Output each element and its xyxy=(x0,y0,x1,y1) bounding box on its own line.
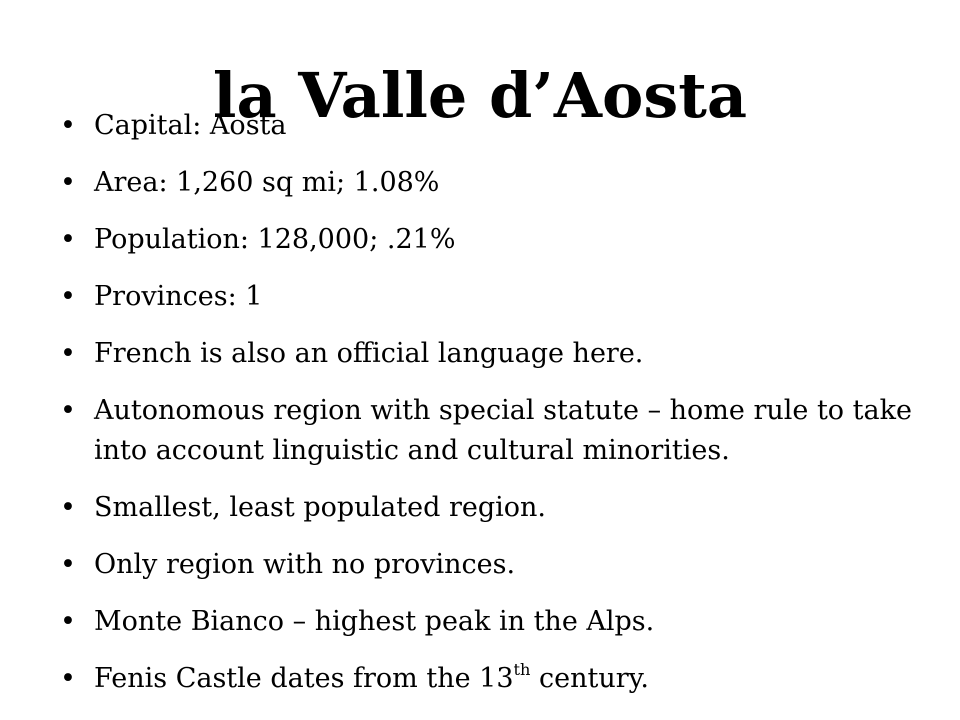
bullet-text-before: Fenis Castle dates from the 13 xyxy=(94,663,514,694)
bullet-marker: • xyxy=(60,663,76,694)
bullet-text: Autonomous region with special statute – home rule to take into account linguistic and cultural minorities. xyxy=(94,395,912,466)
bullet-item-population xyxy=(0,220,960,260)
bullet-item-autonomous xyxy=(0,391,960,471)
bullet-marker: • xyxy=(60,492,76,523)
bullet-item-no-provinces xyxy=(0,545,960,585)
bullet-marker: • xyxy=(60,549,76,580)
bullet-item-language xyxy=(0,334,960,374)
bullet-marker: • xyxy=(60,224,76,255)
bullet-marker: • xyxy=(60,395,76,426)
bullet-item-monte-bianco xyxy=(0,602,960,642)
bullet-marker: • xyxy=(60,281,76,312)
bullet-text: Provinces: 1 xyxy=(94,281,263,312)
bullet-text-after: century. xyxy=(530,663,649,694)
bullet-text: Capital: Aosta xyxy=(94,110,287,141)
bullet-text: French is also an official language here. xyxy=(94,338,644,369)
bullet-text: Smallest, least populated region. xyxy=(94,492,546,523)
bullet-item-fenis-castle xyxy=(0,659,960,699)
bullet-text: Population: 128,000; .21% xyxy=(94,224,456,255)
bullet-item-capital xyxy=(0,106,960,146)
bullet-text: Area: 1,260 sq mi; 1.08% xyxy=(94,167,440,198)
bullet-item-area xyxy=(0,163,960,203)
bullet-text xyxy=(94,659,649,694)
bullet-list xyxy=(0,106,960,716)
bullet-text: Only region with no provinces. xyxy=(94,549,516,580)
bullet-marker: • xyxy=(60,110,76,141)
bullet-item-provinces xyxy=(0,277,960,317)
bullet-text: Monte Bianco – highest peak in the Alps. xyxy=(94,606,655,637)
bullet-marker: • xyxy=(60,167,76,198)
ordinal-suffix: th xyxy=(513,659,531,679)
bullet-item-smallest xyxy=(0,488,960,528)
bullet-marker: • xyxy=(60,606,76,637)
slide-title: la Valle d’Aosta xyxy=(212,58,748,132)
bullet-marker: • xyxy=(60,338,76,369)
